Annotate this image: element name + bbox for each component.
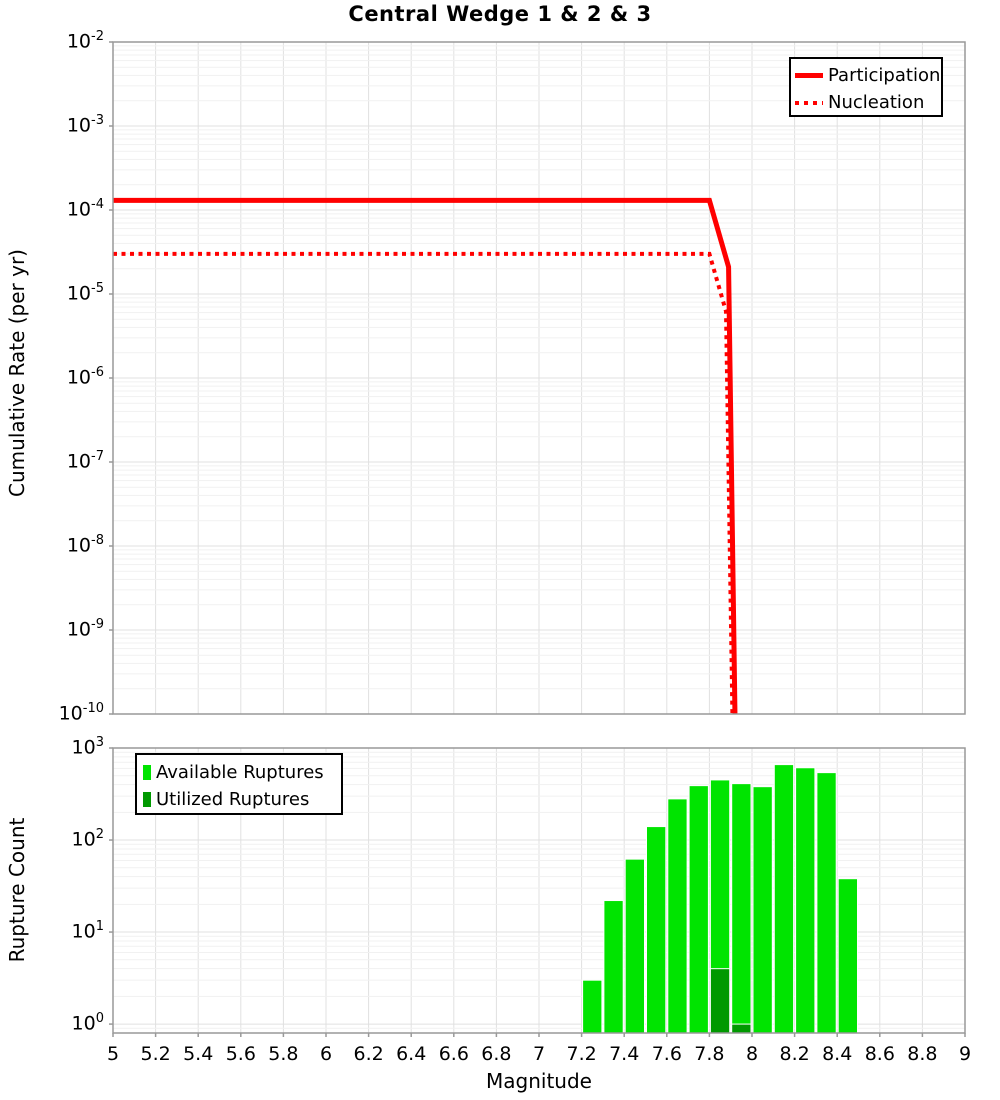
chart-title: Central Wedge 1 & 2 & 3 (348, 2, 652, 26)
top-grid (113, 42, 965, 714)
x-axis-title: Magnitude (486, 1069, 592, 1093)
bar (817, 773, 836, 1033)
x-tick-label: 5 (106, 1043, 120, 1065)
y-tick-label: $10^{-3}$ (66, 113, 104, 137)
nucleation-line-swatch (795, 101, 823, 105)
x-tick-label: 6.6 (438, 1043, 469, 1065)
bar (583, 980, 602, 1033)
y-tick-label: $10^{-6}$ (66, 365, 104, 389)
x-tick-labels (0, 1043, 1000, 1069)
y-tick-label: $10^{-8}$ (66, 533, 104, 557)
x-tick-label: 7.6 (651, 1043, 682, 1065)
bar (647, 827, 666, 1033)
participation-line (113, 200, 735, 714)
nucleation-line (113, 254, 732, 714)
x-tick-label: 7.4 (609, 1043, 640, 1065)
x-tick-label: 6.2 (353, 1043, 384, 1065)
y-tick-label: $10^3$ (71, 735, 104, 759)
y-tick-label: $10^{-7}$ (66, 449, 104, 473)
bar (710, 969, 729, 1033)
x-tick-label: 8 (745, 1043, 759, 1065)
y-tick-label: $10^2$ (71, 827, 104, 851)
legend-label: Utilized Ruptures (156, 789, 310, 810)
y-tick-label: $10^{-5}$ (66, 281, 104, 305)
x-tick-label: 9 (958, 1043, 972, 1065)
x-tick-label: 8.4 (822, 1043, 853, 1065)
top-y-axis-title: Cumulative Rate (per yr) (5, 249, 29, 497)
x-tick-label: 5.6 (225, 1043, 256, 1065)
legend-row-available (143, 759, 341, 786)
bar (796, 768, 815, 1033)
bar (604, 901, 623, 1033)
x-tick-label: 8.8 (907, 1043, 938, 1065)
legend-label: Nucleation (828, 92, 925, 113)
x-tick-label: 8.6 (864, 1043, 895, 1065)
y-tick-label: $10^{-9}$ (66, 617, 104, 641)
x-tick-label: 5.8 (268, 1043, 299, 1065)
x-tick-label: 5.4 (183, 1043, 214, 1065)
y-tick-label: $10^{-2}$ (66, 29, 104, 53)
x-tick-label: 8.2 (779, 1043, 810, 1065)
top-legend (789, 57, 943, 117)
legend-row-utilized (143, 786, 341, 813)
y-tick-label: $10^{-10}$ (58, 701, 104, 725)
participation-line-swatch (795, 73, 823, 78)
x-tick-label: 5.2 (140, 1043, 171, 1065)
bar (625, 859, 644, 1033)
bar (774, 765, 793, 1033)
y-tick-label: $10^0$ (71, 1011, 104, 1035)
legend-row-nucleation (795, 89, 941, 116)
available-ruptures-swatch (143, 765, 151, 780)
legend-row-participation (795, 62, 941, 89)
utilized-ruptures-swatch (143, 792, 151, 807)
bar (732, 784, 751, 1033)
legend-label: Participation (828, 65, 941, 86)
x-tick-label: 6.4 (396, 1043, 427, 1065)
bar (689, 786, 708, 1033)
x-tick-label: 6 (319, 1043, 333, 1065)
bottom-legend (135, 753, 343, 815)
bottom-y-axis-title: Rupture Count (5, 817, 29, 963)
bar (732, 1024, 751, 1033)
y-tick-labels (0, 0, 108, 1100)
y-tick-label: $10^1$ (71, 919, 104, 943)
y-tick-label: $10^{-4}$ (66, 197, 104, 221)
bar (838, 879, 857, 1033)
bar (753, 787, 772, 1033)
x-tick-label: 7.2 (566, 1043, 597, 1065)
legend-label: Available Ruptures (156, 762, 324, 783)
x-tick-label: 7 (532, 1043, 546, 1065)
x-tick-label: 7.8 (694, 1043, 725, 1065)
bar (668, 799, 687, 1033)
x-tick-label: 6.8 (481, 1043, 512, 1065)
